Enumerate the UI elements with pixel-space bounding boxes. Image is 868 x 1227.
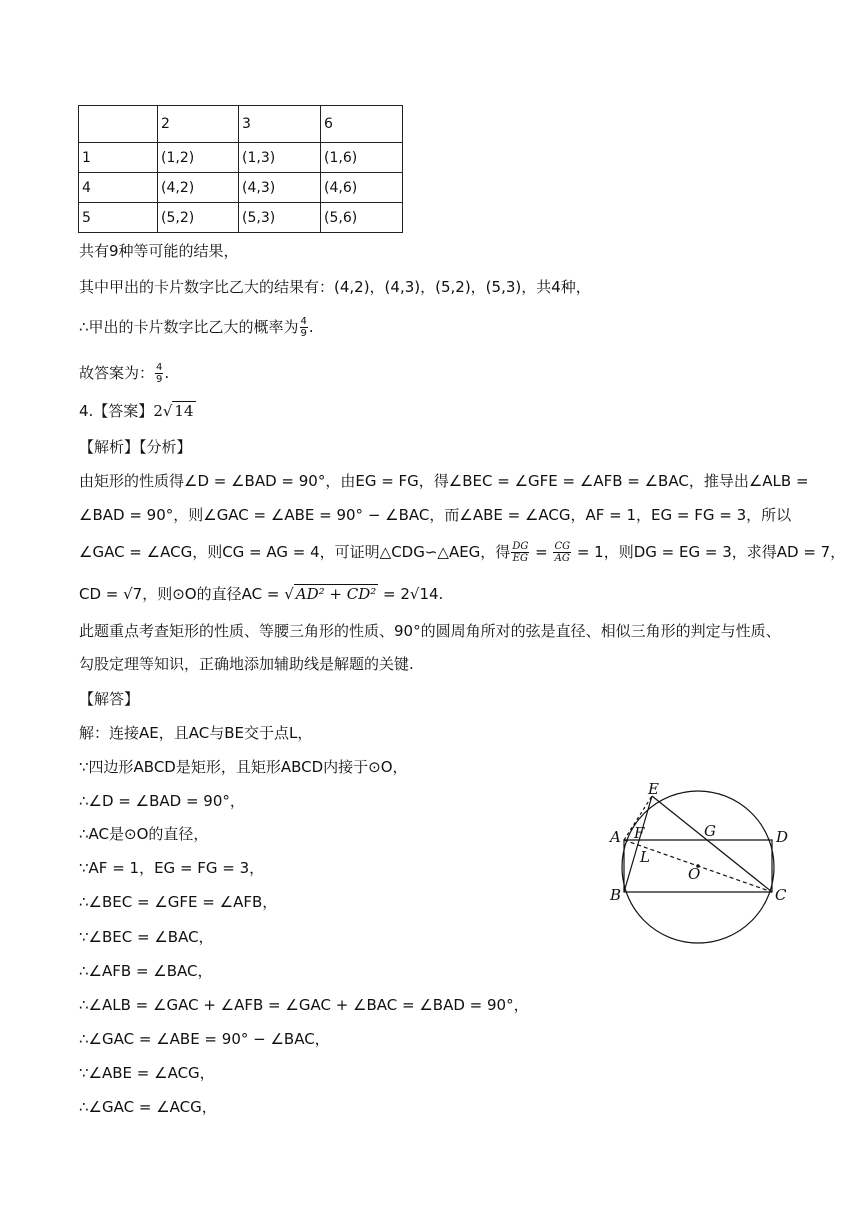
table-cell: (5,6) (321, 203, 403, 233)
label-g: G (704, 822, 716, 840)
table-cell: (1,2) (158, 143, 239, 173)
label-o: O (688, 865, 701, 883)
fraction (553, 541, 571, 564)
section-head: 【解答】 (79, 690, 140, 708)
text-span: = 1，则DG = EG = 3，求得AD = 7， (572, 543, 846, 561)
segment-ec (652, 796, 772, 892)
text-line: ∵∠ABE = ∠ACG， (79, 1064, 215, 1082)
text-line: ∴∠D = ∠BAD = 90°， (79, 792, 245, 810)
fraction (300, 316, 308, 339)
answer-coef: 2 (153, 402, 163, 420)
text-line: ∴∠BEC = ∠GFE = ∠AFB， (79, 893, 278, 911)
outcome-table (78, 105, 403, 233)
table-cell: (4,6) (321, 173, 403, 203)
text-span: = (530, 543, 553, 561)
table-cell (79, 106, 158, 143)
fraction-denominator: EG (512, 553, 528, 564)
text-line: ∵AF = 1，EG = FG = 3， (79, 859, 265, 877)
text-line: 勾股定理等知识，正确地添加辅助线是解题的关键. (79, 655, 414, 673)
fraction (155, 362, 163, 385)
fraction-numerator: 4 (156, 362, 163, 373)
table-cell: (1,6) (321, 143, 403, 173)
table-cell: (4,3) (239, 173, 321, 203)
table-cell: (4,2) (158, 173, 239, 203)
text-line: 由矩形的性质得∠D = ∠BAD = 90°，由EG = FG，得∠BEC = ∠GFE = ∠AFB = ∠BAC，推导出∠ALB = (79, 472, 809, 490)
section-head: 【解析】【分析】 (79, 438, 192, 456)
fraction-denominator: AG (554, 553, 570, 564)
segment-eb (624, 796, 652, 892)
text-line: ∵四边形ABCD是矩形，且矩形ABCD内接于⊙O， (79, 758, 408, 776)
radicand: AD² + CD² (295, 585, 377, 603)
fraction-numerator: CG (554, 541, 571, 552)
table-cell: 3 (239, 106, 321, 143)
text-line: ∵∠BEC = ∠BAC， (79, 928, 214, 946)
label-a: A (610, 828, 621, 846)
text-line: 其中甲出的卡片数字比乙大的结果有：(4,2)，(4,3)，(5,2)，(5,3)，共4种， (79, 278, 591, 296)
label-d: D (776, 828, 789, 846)
sqrt-sign: √ (162, 402, 173, 420)
table-row (79, 143, 403, 173)
table-cell: 5 (79, 203, 158, 233)
table-cell: (5,2) (158, 203, 239, 233)
table-header-row (79, 106, 403, 143)
table-cell: (1,3) (239, 143, 321, 173)
label-c: C (775, 886, 787, 904)
answer-radicand: 14 (174, 402, 194, 420)
table-row (79, 203, 403, 233)
text-line: 共有9种等可能的结果， (79, 242, 239, 260)
fraction-numerator: 4 (300, 316, 307, 327)
text-line: ∴∠AFB = ∠BAC， (79, 962, 213, 980)
table-row (79, 173, 403, 203)
sqrt-sign: √ (284, 585, 294, 603)
text-line: ∴∠GAC = ∠ABE = 90° − ∠BAC， (79, 1030, 330, 1048)
fraction-denominator: 9 (156, 374, 163, 385)
text-line (79, 362, 169, 385)
text-span: . (164, 364, 170, 382)
text-line: ∴AC是⊙O的直径， (79, 825, 209, 843)
text-line (79, 541, 845, 564)
text-line (79, 583, 443, 605)
text-line: ∠BAD = 90°，则∠GAC = ∠ABE = 90° − ∠BAC，而∠ABE = ∠ACG，AF = 1，EG = FG = 3，所以 (79, 506, 792, 524)
label-f: F (634, 824, 645, 842)
table-cell: 1 (79, 143, 158, 173)
text-line: 此题重点考查矩形的性质、等腰三角形的性质、90°的圆周角所对的弦是直径、相似三角形的判定与性质、 (79, 622, 781, 640)
table-cell: 2 (158, 106, 239, 143)
text-span: = 2√14. (378, 585, 444, 603)
text-span: CD = √7，则⊙O的直径AC = (79, 585, 285, 603)
text-line: ∴∠ALB = ∠GAC + ∠AFB = ∠GAC + ∠BAC = ∠BAD = 90°， (79, 996, 529, 1014)
label-e: E (648, 780, 659, 798)
text-line: 解：连接AE，且AC与BE交于点L， (79, 724, 313, 742)
question-head: 4.【答案】 (79, 402, 154, 420)
text-span: 故答案为： (79, 364, 155, 382)
fraction (511, 541, 529, 564)
text-line (79, 316, 314, 339)
text-span: . (308, 318, 314, 336)
table-cell: 6 (321, 106, 403, 143)
label-b: B (610, 886, 622, 904)
text-span: ∠GAC = ∠ACG，则CG = AG = 4，可证明△CDG∽△AEG，得 (79, 543, 511, 561)
table-cell: 4 (79, 173, 158, 203)
text-span: ∴甲出的卡片数字比乙大的概率为 (79, 318, 299, 336)
label-l: L (640, 848, 650, 866)
fraction-denominator: 9 (300, 328, 307, 339)
table-cell: (5,3) (239, 203, 321, 233)
geometry-figure (600, 778, 800, 948)
text-line: ∴∠GAC = ∠ACG， (79, 1098, 217, 1116)
fraction-numerator: DG (512, 541, 529, 552)
answer-line (79, 400, 196, 422)
